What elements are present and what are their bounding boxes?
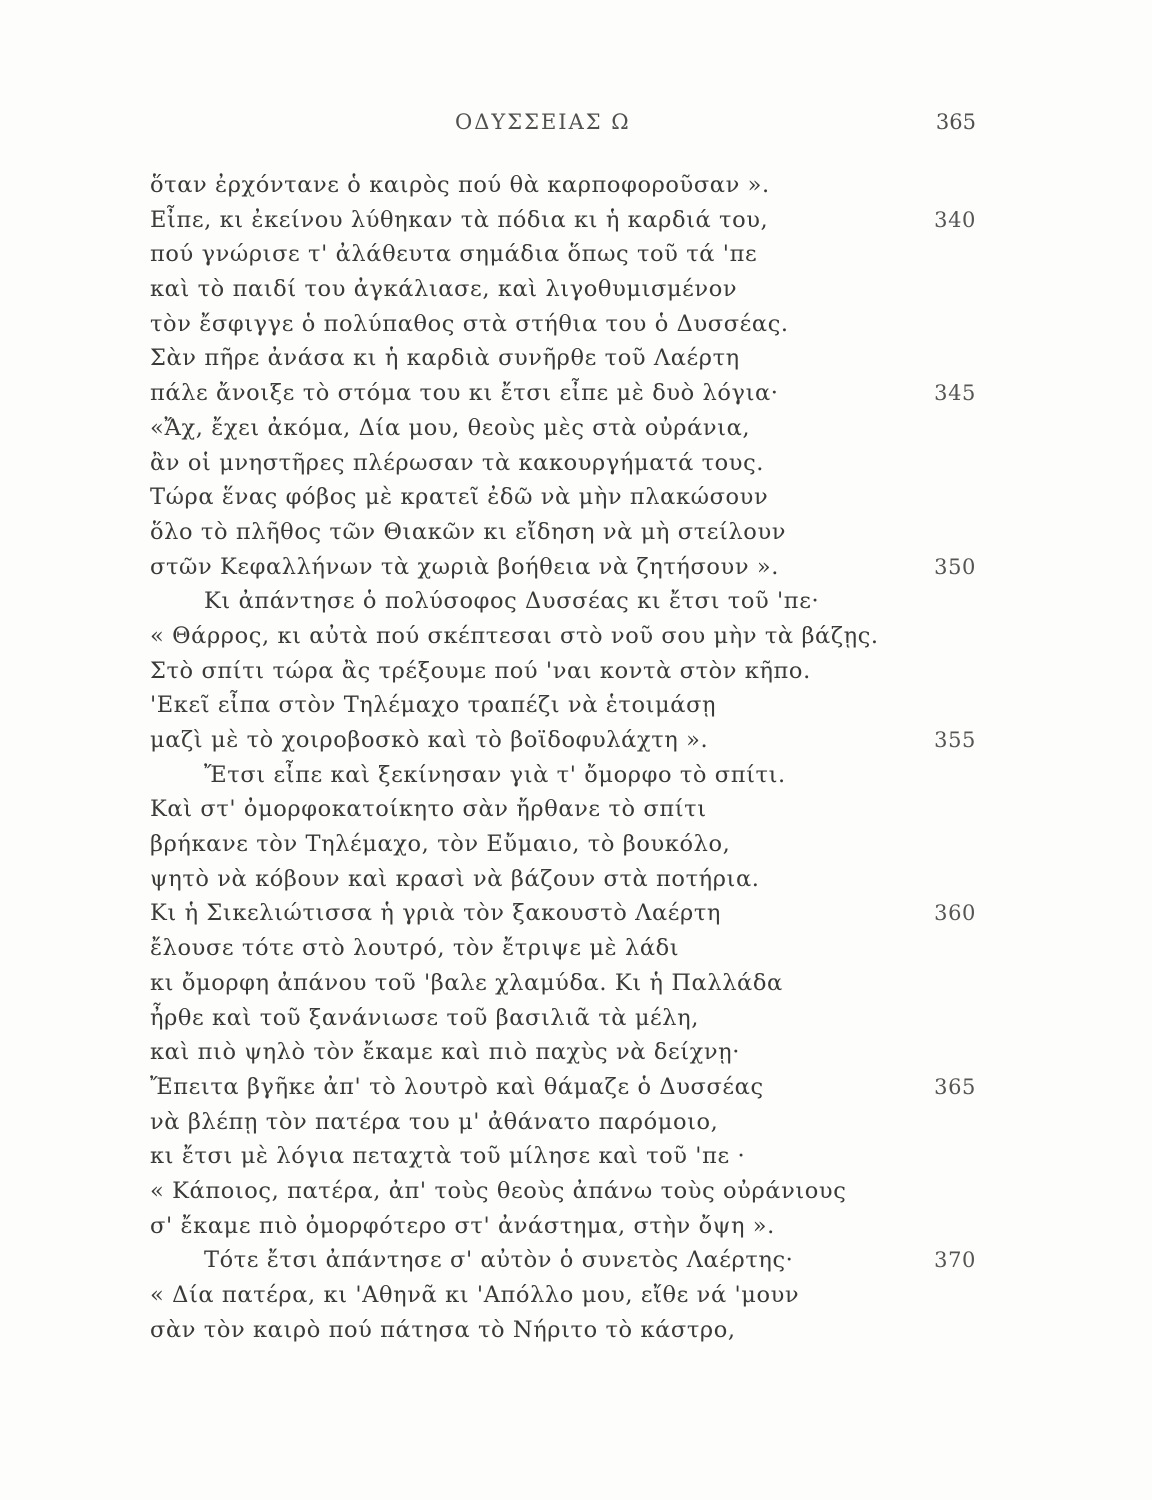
verse-line [0,723,1152,758]
verse-text: Τώρα ἕνας φόβος μὲ κρατεῖ ἐδῶ νὰ μὴν πλακώσουν [150,484,769,511]
verse-line [0,827,1152,862]
verse-text: Ἔπειτα βγῆκε ἀπ' τὸ λουτρὸ καὶ θάμαζε ὁ Δυσσέας [150,1073,764,1100]
verse-text: τὸν ἔσφιγγε ὁ πολύπαθος στὰ στήθια του ὁ Δυσσέας. [150,310,789,337]
line-number: 345 [934,381,976,406]
verse-text: στῶν Κεφαλλήνων τὰ χωριὰ βοήθεια νὰ ζητήσουν ». [150,553,779,580]
verse-line [0,1070,1152,1105]
verse-text: Τότε ἔτσι ἀπάντησε σ' αὐτὸν ὁ συνετὸς Λαέρτης· [204,1247,794,1274]
verse-text: «Ἄχ, ἔχει ἀκόμα, Δία μου, θεοὺς μὲς στὰ οὐράνια, [150,414,751,441]
line-number: 370 [934,1248,976,1273]
verse-text: κι ὄμορφη ἀπάνου τοῦ 'βαλε χλαμύδα. Κι ἡ Παλλάδα [150,969,783,996]
verse-line [0,862,1152,897]
verse-line [0,688,1152,723]
verse-text: Κι ἀπάντησε ὁ πολύσοφος Δυσσέας κι ἔτσι τοῦ 'πε· [204,588,820,615]
verse-text: βρήκανε τὸν Τηλέμαχο, τὸν Εὔμαιο, τὸ βουκόλο, [150,831,731,858]
verse-text: νὰ βλέπῃ τὸν πατέρα του μ' ἀθάνατο παρόμοιο, [150,1108,719,1135]
line-number: 365 [934,1074,976,1099]
line-number: 355 [934,728,976,752]
verse-text: ὅταν ἐρχόντανε ὁ καιρὸς πού θὰ καρποφοροῦσαν ». [150,172,770,198]
verse-line [0,931,1152,966]
verse-line [0,237,1152,272]
verse-line [0,168,1152,203]
verse-text: μαζὶ μὲ τὸ χοιροβοσκὸ καὶ τὸ βοϊδοφυλάχτη ». [150,727,709,753]
verse-text: ὅλο τὸ πλῆθος τῶν Θιακῶν κι εἴδηση νὰ μὴ στείλουν [150,518,787,545]
verse-line [0,515,1152,550]
verse-text: κι ἔτσι μὲ λόγια πεταχτὰ τοῦ μίλησε καὶ τοῦ 'πε · [150,1143,746,1170]
verse-line [0,480,1152,515]
verse-text: πού γνώρισε τ' ἀλάθευτα σημάδια ὅπως τοῦ τά 'πε [150,241,758,268]
verse-line [0,446,1152,481]
verse-line [0,1105,1152,1140]
verse-text: Στὸ σπίτι τώρα ἂς τρέξουμε πού 'ναι κοντὰ στὸν κῆπο. [150,657,811,684]
verse-text: Κι ἡ Σικελιώτισσα ἡ γριὰ τὸν ξακουστὸ Λαέρτη [150,900,721,927]
verse-text: « Κάποιος, πατέρα, ἀπ' τοὺς θεοὺς ἀπάνω τοὺς οὐράνιους [150,1177,847,1204]
verse-text: Εἶπε, κι ἐκείνου λύθηκαν τὰ πόδια κι ἡ καρδιά του, [150,206,769,233]
verse-line [0,1174,1152,1209]
verse-text: καὶ τὸ παιδί του ἀγκάλιασε, καὶ λιγοθυμισμένον [150,276,738,303]
verse-text: « Δία πατέρα, κι 'Αθηνᾶ κι 'Απόλλο μου, εἴθε νά 'μουν [150,1282,800,1308]
verse-line [0,550,1152,585]
verse-text: Καὶ στ' ὀμορφοκατοίκητο σὰν ἤρθανε τὸ σπίτι [150,796,707,823]
running-head [0,110,1152,140]
line-number: 350 [934,554,976,579]
verse-text: ἔλουσε τότε στὸ λουτρό, τὸν ἔτριψε μὲ λάδι [150,935,680,962]
verse-line [0,1139,1152,1174]
line-number: 340 [934,207,976,232]
verse-line [0,1035,1152,1070]
verse-text: ἂν οἱ μνηστῆρες πλέρωσαν τὰ κακουργήματά τους. [150,449,765,476]
verse-text: ἦρθε καὶ τοῦ ξανάνιωσε τοῦ βασιλιᾶ τὰ μέλη, [150,1004,699,1031]
verse-text: καὶ πιὸ ψηλὸ τὸν ἔκαμε καὶ πιὸ παχὺς νὰ δείχνῃ· [150,1039,740,1066]
verse-text: Ἔτσι εἶπε καὶ ξεκίνησαν γιὰ τ' ὄμορφο τὸ σπίτι. [204,761,786,788]
verse-text: « Θάρρος, κι αὐτὰ πού σκέπτεσαι στὸ νοῦ σου μὴν τὰ βάζῃς. [150,622,879,649]
page-number: 365 [935,110,976,134]
verse-line [0,1243,1152,1278]
verse-line [0,307,1152,342]
verse-text: ψητὸ νὰ κόβουν καὶ κρασὶ νὰ βάζουν στὰ ποτήρια. [150,865,760,892]
verse-line [0,1209,1152,1244]
verse-line [0,203,1152,238]
verse-line [0,758,1152,793]
verse-line [0,1001,1152,1036]
verse-text: Σὰν πῆρε ἀνάσα κι ἡ καρδιὰ συνῆρθε τοῦ Λαέρτη [150,345,740,372]
line-number: 360 [934,901,976,926]
verse-line [0,376,1152,411]
verse-line [0,272,1152,307]
verse-line [0,966,1152,1001]
verse-block [0,168,1152,1347]
verse-line [0,411,1152,446]
verse-text: πάλε ἄνοιξε τὸ στόμα του κι ἔτσι εἶπε μὲ δυὸ λόγια· [150,380,779,407]
verse-line [0,896,1152,931]
verse-line [0,654,1152,689]
verse-line [0,1278,1152,1313]
verse-text: σ' ἔκαμε πιὸ ὀμορφότερο στ' ἀνάστημα, στὴν ὄψη ». [150,1212,775,1239]
verse-line [0,584,1152,619]
verse-line [0,792,1152,827]
verse-text: σὰν τὸν καιρὸ πού πάτησα τὸ Νήριτο τὸ κάστρο, [150,1316,736,1343]
verse-text: 'Εκεῖ εἶπα στὸν Τηλέμαχο τραπέζι νὰ ἑτοιμάσῃ [150,692,717,719]
verse-line [0,619,1152,654]
running-title: ΟΔΥΣΣΕΙΑΣ Ω [455,110,631,134]
verse-line [0,341,1152,376]
verse-line [0,1313,1152,1348]
